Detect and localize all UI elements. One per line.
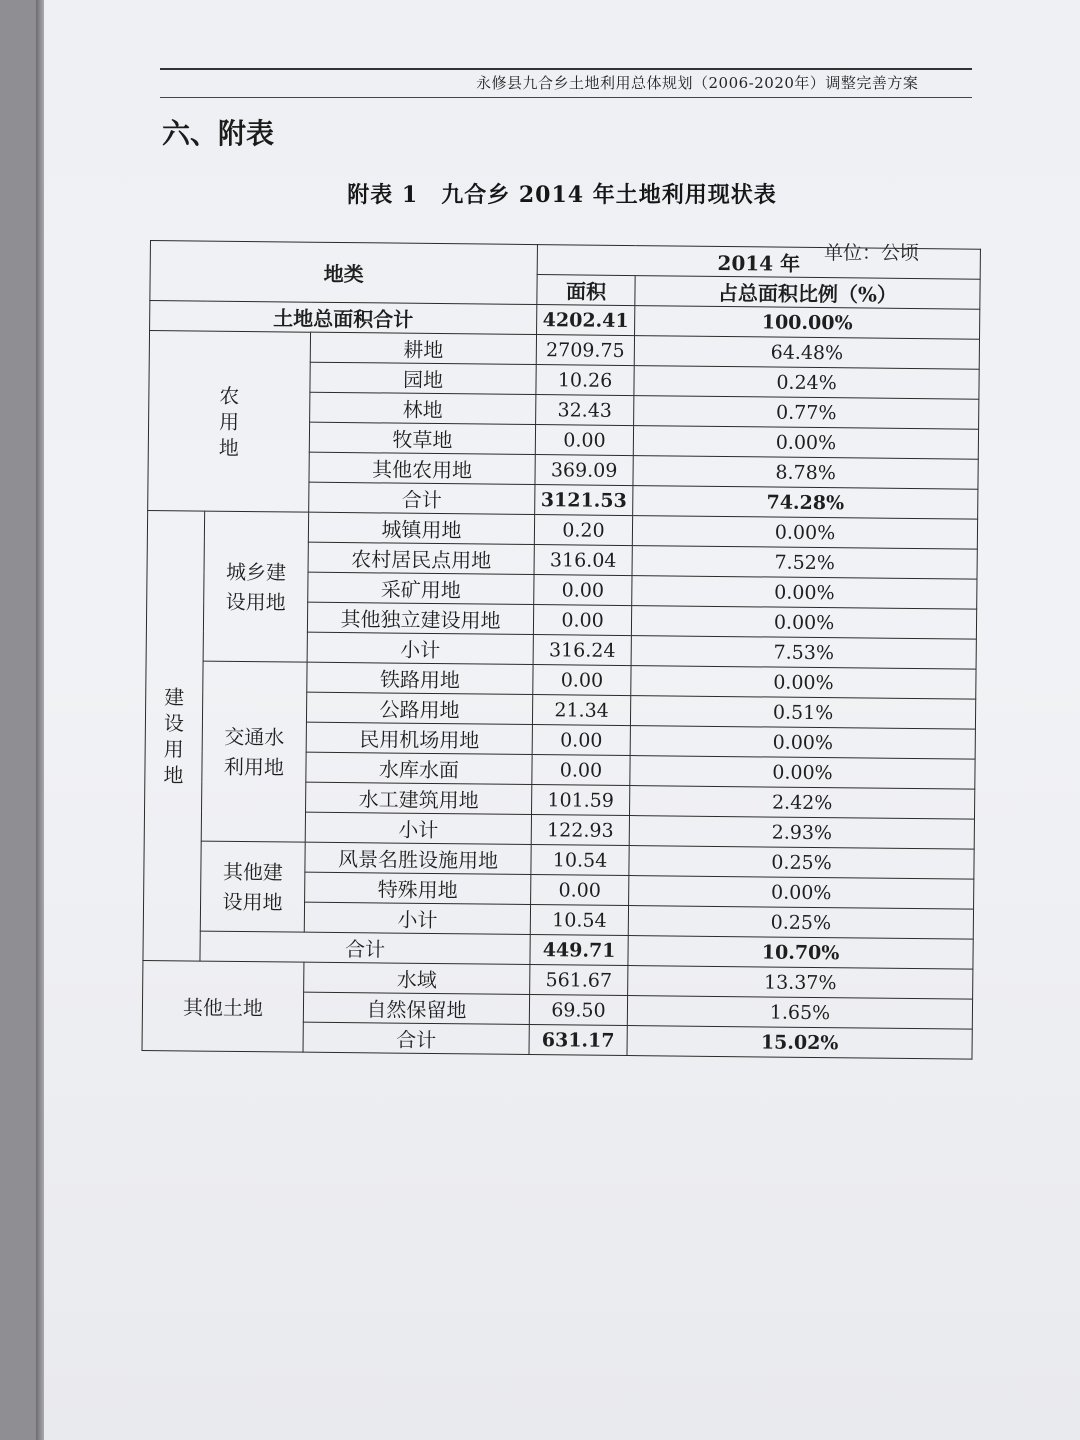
land-type-name: 园地 [310,362,536,394]
land-type-name: 公路用地 [306,692,532,724]
running-header: 永修县九合乡土地利用总体规划（2006-2020年）调整完善方案 [476,74,919,92]
group-construction [143,510,205,961]
ratio-value: 0.51% [630,696,975,730]
ratio-value: 0.00% [631,666,976,700]
land-type-name: 特殊用地 [305,872,531,904]
header-rule [160,68,972,70]
area-value: 10.54 [530,905,628,936]
header-category: 地类 [150,241,538,305]
vertical-label: 建 设 用 地 [163,684,185,787]
ratio-value: 0.77% [634,396,979,430]
subgroup-label: 其他建 设用地 [200,841,305,932]
land-type-name: 小计 [305,812,531,844]
ratio-value: 0.24% [634,366,979,400]
area-value: 69.50 [529,995,627,1026]
area-value: 316.24 [533,635,631,666]
ratio-value: 0.00% [630,756,975,790]
area-value: 2709.75 [536,335,634,366]
ratio-value: 2.42% [630,786,975,820]
document-page [44,0,1080,1440]
area-value: 32.43 [536,395,634,426]
header-year: 2014 年 [537,245,980,280]
ratio-value: 1.65% [627,996,972,1030]
ratio-value: 10.70% [628,936,973,970]
land-type-name: 水库水面 [306,752,532,784]
total-area: 4202.41 [537,305,635,336]
ratio-value: 7.53% [631,636,976,670]
area-value: 0.00 [534,575,632,606]
header-ratio: 占总面积比例（%） [635,276,980,310]
group-agricultural [148,331,311,513]
header-underline [160,97,972,98]
area-value: 0.00 [533,665,631,696]
construction-total-label: 合计 [200,931,530,964]
area-value: 101.59 [532,785,630,816]
land-type-name: 水工建筑用地 [306,782,532,814]
land-type-name: 自然保留地 [303,992,529,1024]
ratio-value: 0.00% [632,576,977,610]
land-type-name: 采矿用地 [308,572,534,604]
unit-label: 单位：公顷 [824,242,920,264]
land-type-name: 小计 [307,632,533,664]
land-type-name: 民用机场用地 [306,722,532,754]
group-other-land: 其他土地 [142,960,304,1052]
area-value: 561.67 [530,965,628,996]
area-value: 0.00 [535,425,633,456]
land-type-name: 林地 [310,392,536,424]
land-type-name: 水域 [304,962,530,994]
land-type-name: 合计 [303,1022,529,1054]
land-type-name: 农村居民点用地 [308,542,534,574]
area-value: 10.54 [531,845,629,876]
ratio-value: 0.00% [631,606,976,640]
total-label: 土地总面积合计 [150,301,537,335]
ratio-value: 0.00% [629,876,974,910]
ratio-value: 64.48% [634,336,979,370]
area-value: 0.20 [534,515,632,546]
land-type-name: 小计 [304,902,530,934]
ratio-value: 0.00% [630,726,975,760]
table-title: 附表 1 九合乡 2014 年土地利用现状表 [347,182,777,208]
area-value: 0.00 [533,605,631,636]
ratio-value: 2.93% [629,816,974,850]
area-value: 449.71 [530,935,628,966]
ratio-value: 0.00% [632,516,977,550]
land-use-table [142,240,981,1060]
land-type-name: 风景名胜设施用地 [305,842,531,874]
area-value: 369.09 [535,455,633,486]
subgroup-label: 城乡建 设用地 [203,511,309,662]
ratio-value: 0.00% [633,426,978,460]
area-value: 0.00 [532,755,630,786]
vertical-label: 农 用 地 [218,383,240,460]
land-type-name: 铁路用地 [307,662,533,694]
header-area: 面积 [537,275,635,306]
land-type-name: 耕地 [310,332,536,364]
total-ratio: 100.00% [635,306,980,340]
area-value: 21.34 [532,695,630,726]
land-type-name: 城镇用地 [308,512,534,544]
ratio-value: 0.25% [628,906,973,940]
table-body [142,241,980,1060]
area-value: 0.00 [532,725,630,756]
ratio-value: 7.52% [632,546,977,580]
ratio-value: 8.78% [633,456,978,490]
area-value: 3121.53 [535,485,633,516]
area-value: 122.93 [531,815,629,846]
area-value: 0.00 [531,875,629,906]
section-title: 六、附表 [162,117,275,150]
ratio-value: 13.37% [628,966,973,1000]
ratio-value: 15.02% [627,1026,972,1060]
area-value: 316.04 [534,545,632,576]
land-type-name: 其他农用地 [309,452,535,484]
area-value: 10.26 [536,365,634,396]
area-value: 631.17 [529,1025,627,1056]
ratio-value: 74.28% [633,486,978,520]
land-type-name: 牧草地 [309,422,535,454]
subgroup-label: 交通水 利用地 [201,661,307,842]
land-type-name: 合计 [309,482,535,514]
land-type-name: 其他独立建设用地 [307,602,533,634]
ratio-value: 0.25% [629,846,974,880]
